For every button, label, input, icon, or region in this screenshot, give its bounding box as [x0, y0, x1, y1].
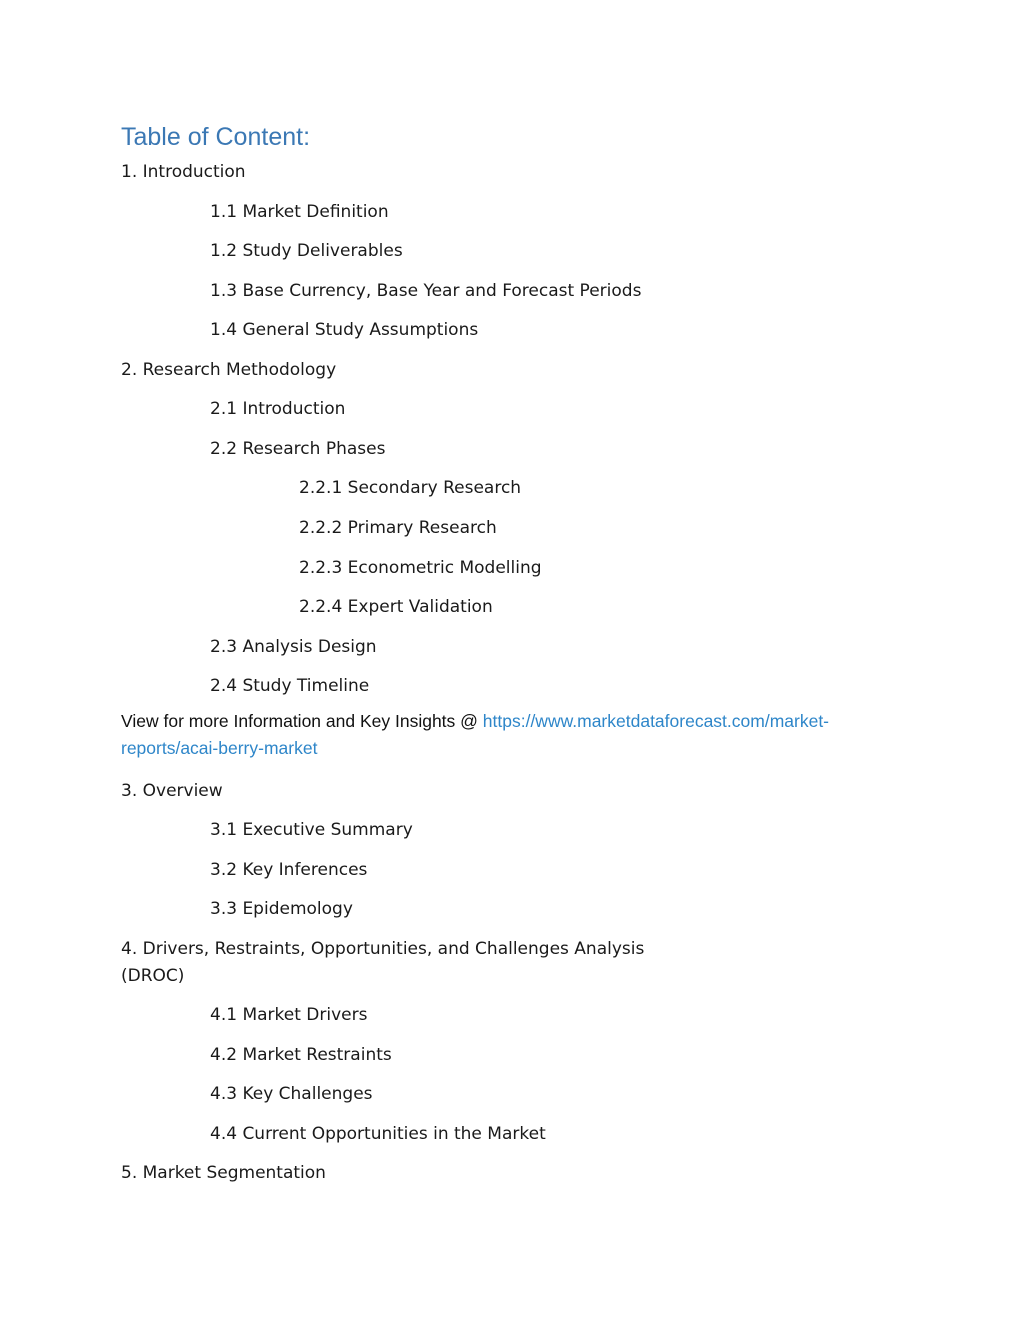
- toc-item-2: 2. Research Methodology: [121, 360, 337, 380]
- toc-item-4-3: 4.3 Key Challenges: [210, 1084, 373, 1104]
- toc-item-1: 1. Introduction: [121, 162, 246, 182]
- toc-item-2-2-4: 2.2.4 Expert Validation: [299, 597, 493, 617]
- toc-item-3-3: 3.3 Epidemology: [210, 899, 353, 919]
- toc-item-4-2: 4.2 Market Restraints: [210, 1045, 392, 1065]
- link-text-part-2: reports/acai-berry-market: [121, 738, 318, 758]
- toc-item-1-3: 1.3 Base Currency, Base Year and Forecast Periods: [210, 281, 642, 301]
- toc-item-2-3: 2.3 Analysis Design: [210, 637, 377, 657]
- toc-item-2-1: 2.1 Introduction: [210, 399, 346, 419]
- toc-item-1-1: 1.1 Market Definition: [210, 202, 389, 222]
- more-info-paragraph: [121, 708, 901, 762]
- toc-item-2-4: 2.4 Study Timeline: [210, 676, 370, 696]
- toc-item-4: 4. Drivers, Restraints, Opportunities, and Challenges Analysis: [121, 939, 645, 959]
- more-info-text: View for more Information and Key Insights @: [121, 711, 483, 731]
- toc-item-2-2: 2.2 Research Phases: [210, 439, 386, 459]
- toc-item-2-2-1: 2.2.1 Secondary Research: [299, 478, 522, 498]
- toc-item-3-1: 3.1 Executive Summary: [210, 820, 413, 840]
- toc-item-3: 3. Overview: [121, 781, 223, 801]
- link-text-part-1: https://www.marketdataforecast.com/market-: [482, 711, 830, 731]
- toc-item-2-2-2: 2.2.2 Primary Research: [299, 518, 497, 538]
- toc-item-1-4: 1.4 General Study Assumptions: [210, 320, 479, 340]
- toc-item-4-1: 4.1 Market Drivers: [210, 1005, 368, 1025]
- toc-item-2-2-3: 2.2.3 Econometric Modelling: [299, 558, 542, 578]
- toc-item-3-2: 3.2 Key Inferences: [210, 860, 368, 880]
- toc-item-5: 5. Market Segmentation: [121, 1163, 326, 1183]
- toc-heading: Table of Content:: [121, 123, 311, 151]
- toc-item-4-4: 4.4 Current Opportunities in the Market: [210, 1124, 546, 1144]
- toc-item-4-continued: (DROC): [121, 966, 185, 986]
- toc-item-1-2: 1.2 Study Deliverables: [210, 241, 403, 261]
